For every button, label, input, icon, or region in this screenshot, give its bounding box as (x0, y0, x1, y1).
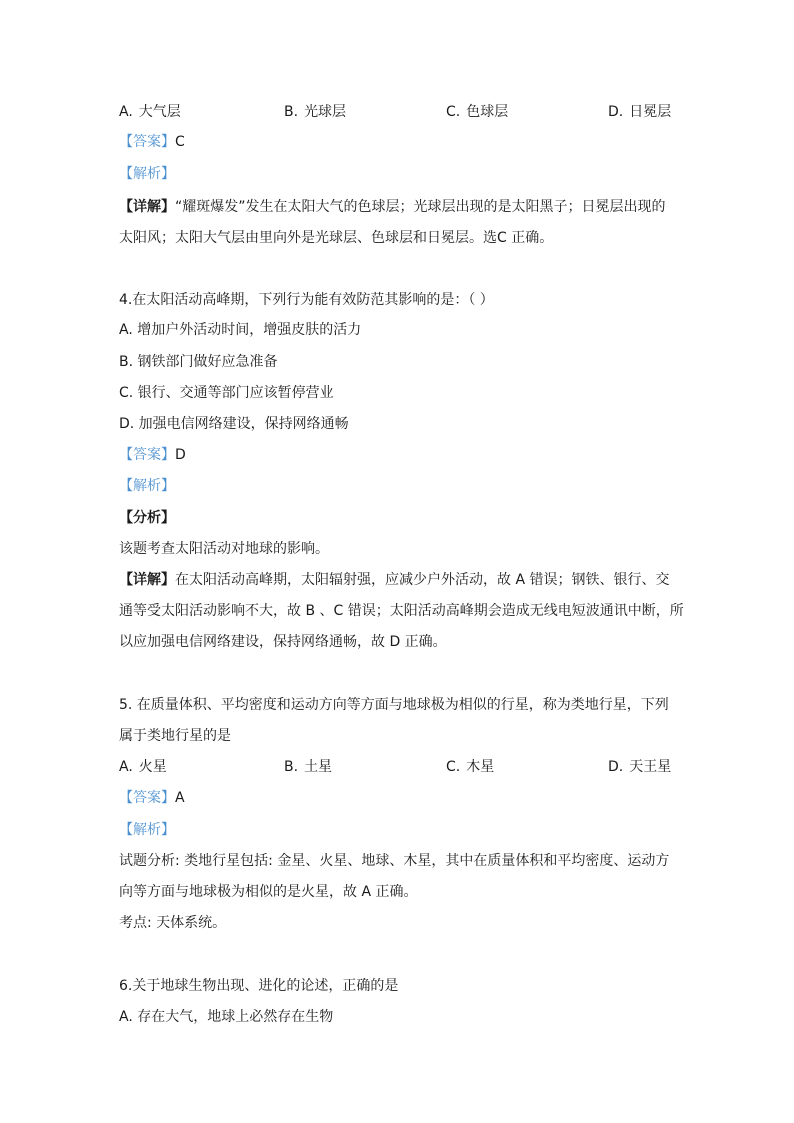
q3-detail-line-1 (119, 197, 666, 217)
answer-tag: 【答案】 (119, 447, 175, 463)
q5-option-d (608, 757, 671, 777)
option-letter: A. (119, 104, 133, 120)
option-text: 木星 (466, 759, 495, 775)
q5-analysis-line-1 (119, 851, 669, 871)
option-text: 光球层 (304, 104, 347, 120)
analysis-text: 试题分析: 类地行星包括: 金星、火星、地球、木星，其中在质量体积和平均密度、运动方 (119, 853, 670, 869)
kaodian-text: 考点: 天体系统。 (119, 915, 227, 931)
q3-answer (119, 132, 185, 152)
q4-detail-line-3 (119, 632, 447, 652)
question-stem: 属于类地行星的是 (119, 728, 231, 744)
q5-option-c (446, 757, 494, 777)
q4-option-c (119, 383, 334, 403)
q3-option-c (446, 102, 508, 122)
q5-option-a (119, 757, 167, 777)
q4-detail-line-2 (119, 601, 684, 621)
option-letter: B. (284, 759, 299, 775)
option-text: 土星 (304, 759, 333, 775)
detail-text: 太阳风；太阳大气层由里向外是光球层、色球层和日冕层。选C 正确。 (119, 230, 554, 246)
option-text: 日冕层 (629, 104, 672, 120)
answer-tag: 【答案】 (119, 134, 175, 150)
option-text: A. 增加户外活动时间，增强皮肤的活力 (119, 322, 362, 338)
q6-option-a (119, 1007, 333, 1027)
fenxi-tag: 【分析】 (119, 510, 175, 526)
option-text: A. 存在大气，地球上必然存在生物 (119, 1009, 334, 1025)
q3-analysis (119, 164, 175, 184)
q4-option-d (119, 414, 349, 434)
option-letter: D. (608, 104, 624, 120)
option-text: 天王星 (629, 759, 672, 775)
option-letter: D. (608, 759, 624, 775)
q4-option-b (119, 352, 278, 372)
q5-stem-line-2 (119, 726, 231, 746)
detail-tag: 【详解】 (119, 199, 175, 215)
option-text: 火星 (138, 759, 167, 775)
q5-analysis (119, 820, 175, 840)
q4-answer (119, 445, 186, 465)
detail-text: 在太阳活动高峰期，太阳辐射强，应减少户外活动，故 A 错误；钢铁、银行、交 (175, 572, 670, 588)
option-text: D. 加强电信网络建设，保持网络通畅 (119, 416, 349, 432)
q4-analysis (119, 476, 175, 496)
q4-option-a (119, 320, 361, 340)
question-stem: 5. 在质量体积、平均密度和运动方向等方面与地球极为相似的行星，称为类地行星，下列 (119, 697, 669, 713)
answer-value: C (175, 134, 185, 150)
q5-stem-line-1 (119, 695, 669, 715)
q3-detail-line-2 (119, 228, 553, 248)
q3-option-a (119, 102, 181, 122)
option-letter: C. (446, 104, 461, 120)
q3-option-b (284, 102, 346, 122)
option-letter: C. (446, 759, 461, 775)
detail-text: “耀斑爆发”发生在太阳大气的色球层；光球层出现的是太阳黑子；日冕层出现的 (175, 199, 666, 215)
analysis-tag: 【解析】 (119, 822, 175, 838)
fenxi-text: 该题考查太阳活动对地球的影响。 (119, 541, 329, 557)
q3-option-d (608, 102, 671, 122)
answer-tag: 【答案】 (119, 790, 175, 806)
q5-option-b (284, 757, 332, 777)
option-letter: B. (284, 104, 299, 120)
analysis-tag: 【解析】 (119, 166, 175, 182)
detail-text: 以应加强电信网络建设，保持网络通畅，故 D 正确。 (119, 634, 447, 650)
q5-analysis-line-2 (119, 882, 417, 902)
answer-value: A (175, 790, 185, 806)
option-text: B. 钢铁部门做好应急准备 (119, 354, 278, 370)
question-stem: 4.在太阳活动高峰期，下列行为能有效防范其影响的是：（ ） (119, 292, 494, 308)
option-letter: A. (119, 759, 133, 775)
answer-value: D (175, 447, 186, 463)
q4-fenxi-text (119, 539, 329, 559)
q4-stem (119, 290, 494, 310)
option-text: C. 银行、交通等部门应该暂停营业 (119, 385, 334, 401)
analysis-text: 向等方面与地球极为相似的是火星，故 A 正确。 (119, 884, 418, 900)
option-text: 色球层 (466, 104, 509, 120)
detail-tag: 【详解】 (119, 572, 175, 588)
option-text: 大气层 (138, 104, 181, 120)
q4-detail-line-1 (119, 570, 669, 590)
q4-fenxi (119, 508, 175, 528)
detail-text: 通等受太阳活动影响不大，故 B 、C 错误；太阳活动高峰期会造成无线电短波通讯中断，所 (119, 603, 684, 619)
q5-kaodian (119, 913, 226, 933)
analysis-tag: 【解析】 (119, 478, 175, 494)
q5-answer (119, 788, 185, 808)
question-stem: 6.关于地球生物出现、进化的论述，正确的是 (119, 978, 399, 994)
q6-stem (119, 976, 398, 996)
